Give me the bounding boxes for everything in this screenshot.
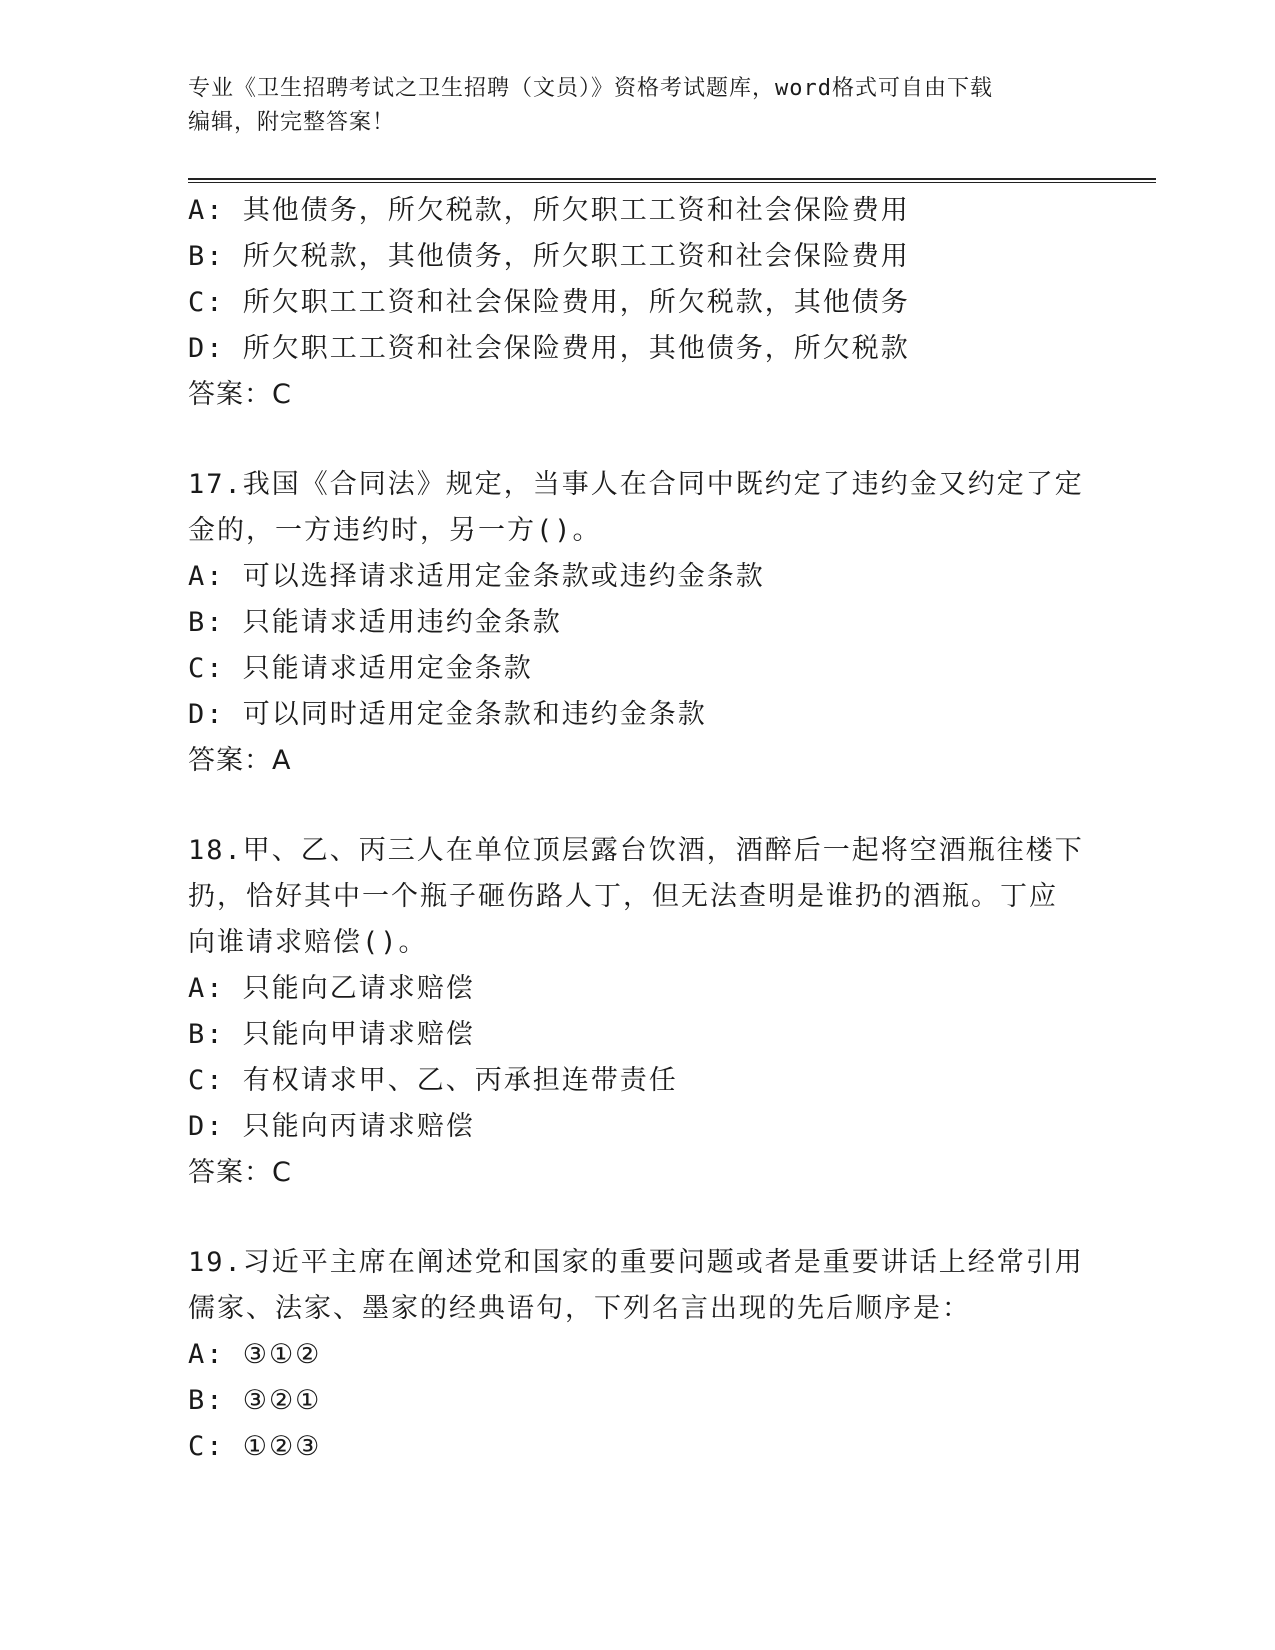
question-stem-line-1: 18.甲、乙、丙三人在单位顶层露台饮酒，酒醉后一起将空酒瓶往楼下 [188, 835, 1084, 866]
option-b: B: ③②① [188, 1385, 322, 1416]
header-line-1: 专业《卫生招聘考试之卫生招聘（文员）》资格考试题库，word格式可自由下载 [188, 76, 993, 101]
answer: 答案：A [188, 745, 292, 776]
option-b: B: 所欠税款，其他债务，所欠职工工资和社会保险费用 [188, 241, 910, 272]
option-c: C: 只能请求适用定金条款 [188, 653, 533, 684]
document-header [188, 72, 1088, 140]
question-list [188, 188, 1088, 1470]
answer: 答案：C [188, 1157, 292, 1188]
question-stem-line-1: 19.习近平主席在阐述党和国家的重要问题或者是重要讲话上经常引用 [188, 1247, 1084, 1278]
question-17 [188, 462, 1088, 784]
answer: 答案：C [188, 379, 292, 410]
question-stem-line-2: 金的，一方违约时，另一方()。 [188, 515, 602, 546]
header-line-2: 编辑，附完整答案！ [188, 110, 396, 135]
option-a: A: 只能向乙请求赔偿 [188, 973, 475, 1004]
question-19 [188, 1240, 1088, 1470]
question-18 [188, 828, 1088, 1196]
option-a: A: 可以选择请求适用定金条款或违约金条款 [188, 561, 765, 592]
question-stem-line-2: 儒家、法家、墨家的经典语句，下列名言出现的先后顺序是： [188, 1293, 971, 1324]
question-16 [188, 188, 1088, 418]
option-a: A: 其他债务，所欠税款，所欠职工工资和社会保险费用 [188, 195, 910, 226]
option-b: B: 只能请求适用违约金条款 [188, 607, 562, 638]
question-stem-line-2: 扔，恰好其中一个瓶子砸伤路人丁，但无法查明是谁扔的酒瓶。丁应 [188, 881, 1058, 912]
question-stem-line-3: 向谁请求赔偿()。 [188, 927, 428, 958]
option-d: D: 所欠职工工资和社会保险费用，其他债务，所欠税款 [188, 333, 910, 364]
option-a: A: ③①② [188, 1339, 322, 1370]
option-c: C: ①②③ [188, 1431, 322, 1462]
header-divider [188, 178, 1156, 183]
option-c: C: 有权请求甲、乙、丙承担连带责任 [188, 1065, 678, 1096]
question-stem-line-1: 17.我国《合同法》规定，当事人在合同中既约定了违约金又约定了定 [188, 469, 1084, 500]
option-b: B: 只能向甲请求赔偿 [188, 1019, 475, 1050]
option-d: D: 可以同时适用定金条款和违约金条款 [188, 699, 707, 730]
option-c: C: 所欠职工工资和社会保险费用，所欠税款，其他债务 [188, 287, 910, 318]
option-d: D: 只能向丙请求赔偿 [188, 1111, 475, 1142]
